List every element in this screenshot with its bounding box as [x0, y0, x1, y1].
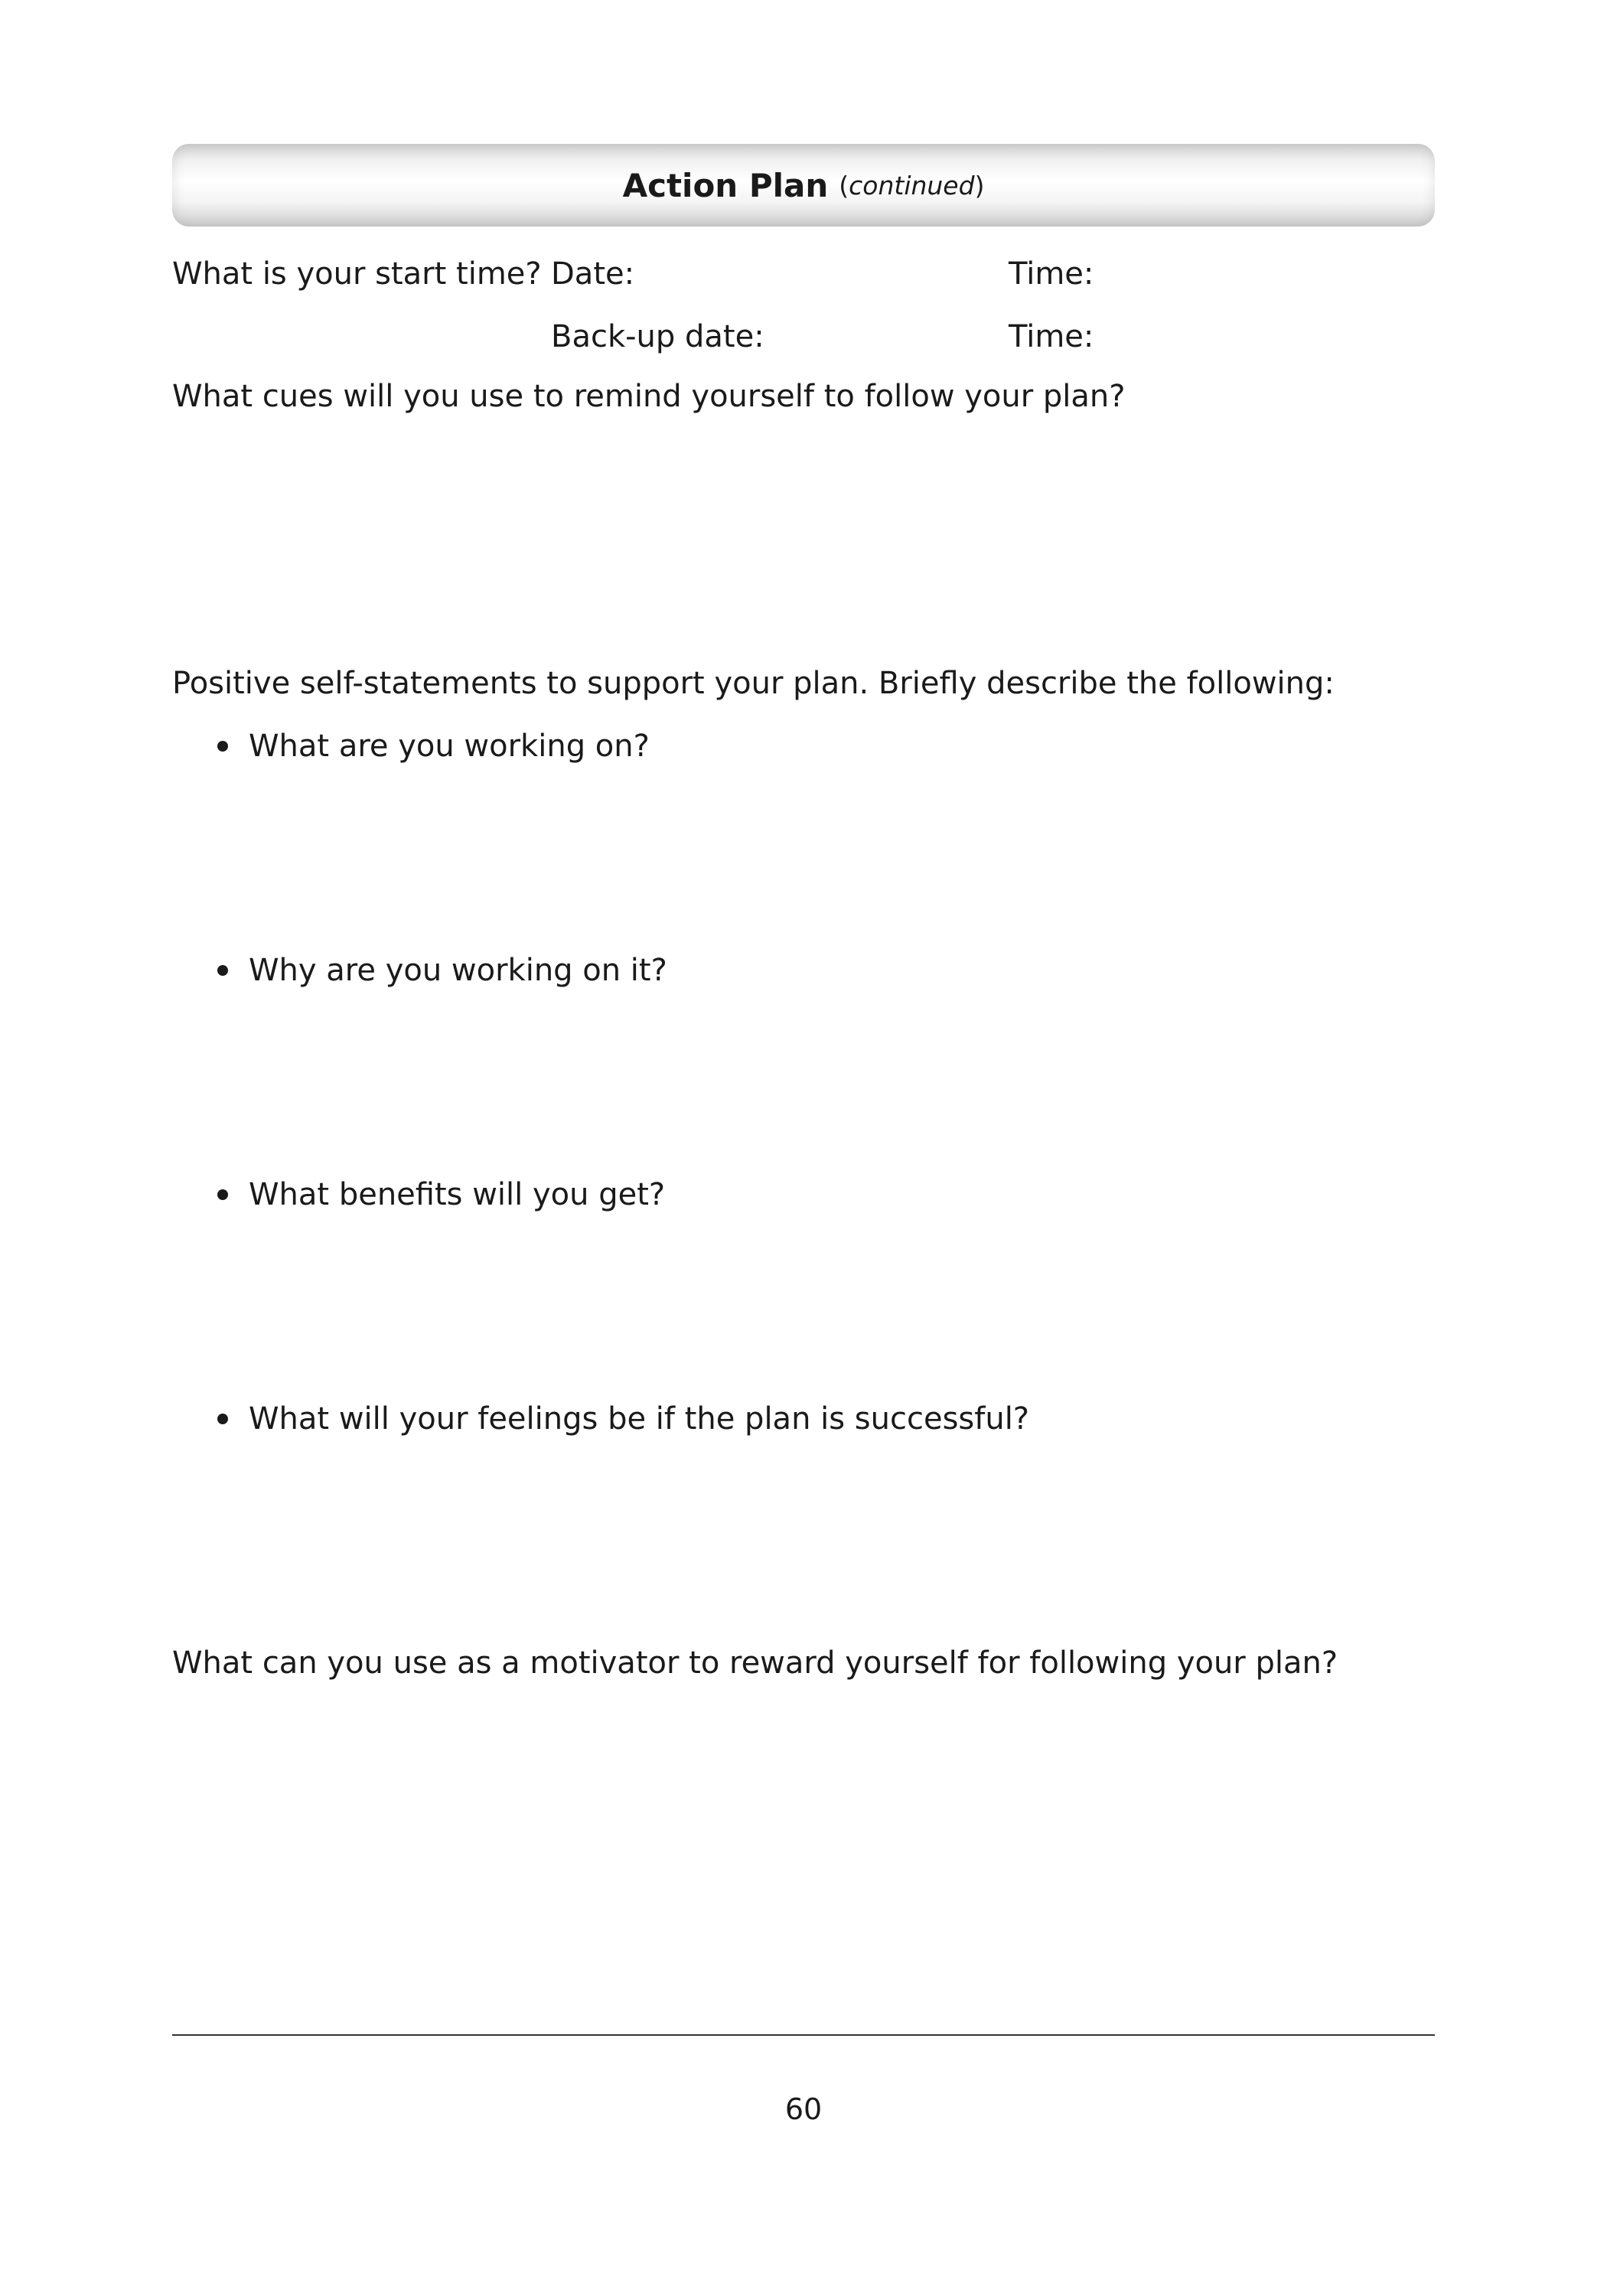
- cues-question: What cues will you use to remind yourself to follow your plan?: [172, 379, 1126, 414]
- bullet-icon: [217, 741, 228, 752]
- start-time-question: What is your start time?: [172, 256, 542, 292]
- list-item: What will your feelings be if the plan is successful?: [249, 1401, 1030, 1437]
- backup-time-label: Time:: [1009, 319, 1094, 354]
- bullet-icon: [217, 1414, 228, 1424]
- page-title: Action Plan: [622, 166, 829, 204]
- date-label: Date:: [551, 256, 635, 292]
- time-label: Time:: [1009, 256, 1094, 292]
- bullet-icon: [217, 965, 228, 976]
- list-item: What benefits will you get?: [249, 1177, 666, 1212]
- paren-close: ): [974, 170, 985, 201]
- self-statements-intro: Positive self-statements to support your plan. Briefly describe the following:: [172, 666, 1335, 701]
- paren-open: (: [839, 170, 849, 201]
- list-item: Why are you working on it?: [249, 953, 667, 988]
- motivator-question: What can you use as a motivator to reward yourself for following your plan?: [172, 1645, 1338, 1681]
- backup-date-label: Back-up date:: [551, 319, 764, 354]
- title-continued-note: [839, 171, 984, 201]
- continued-label: continued: [849, 170, 975, 201]
- list-item: What are you working on?: [249, 729, 650, 764]
- page-number: 60: [784, 2092, 823, 2126]
- section-header-bar: [172, 144, 1435, 227]
- bullet-icon: [217, 1189, 228, 1200]
- footer-divider: [172, 2034, 1435, 2036]
